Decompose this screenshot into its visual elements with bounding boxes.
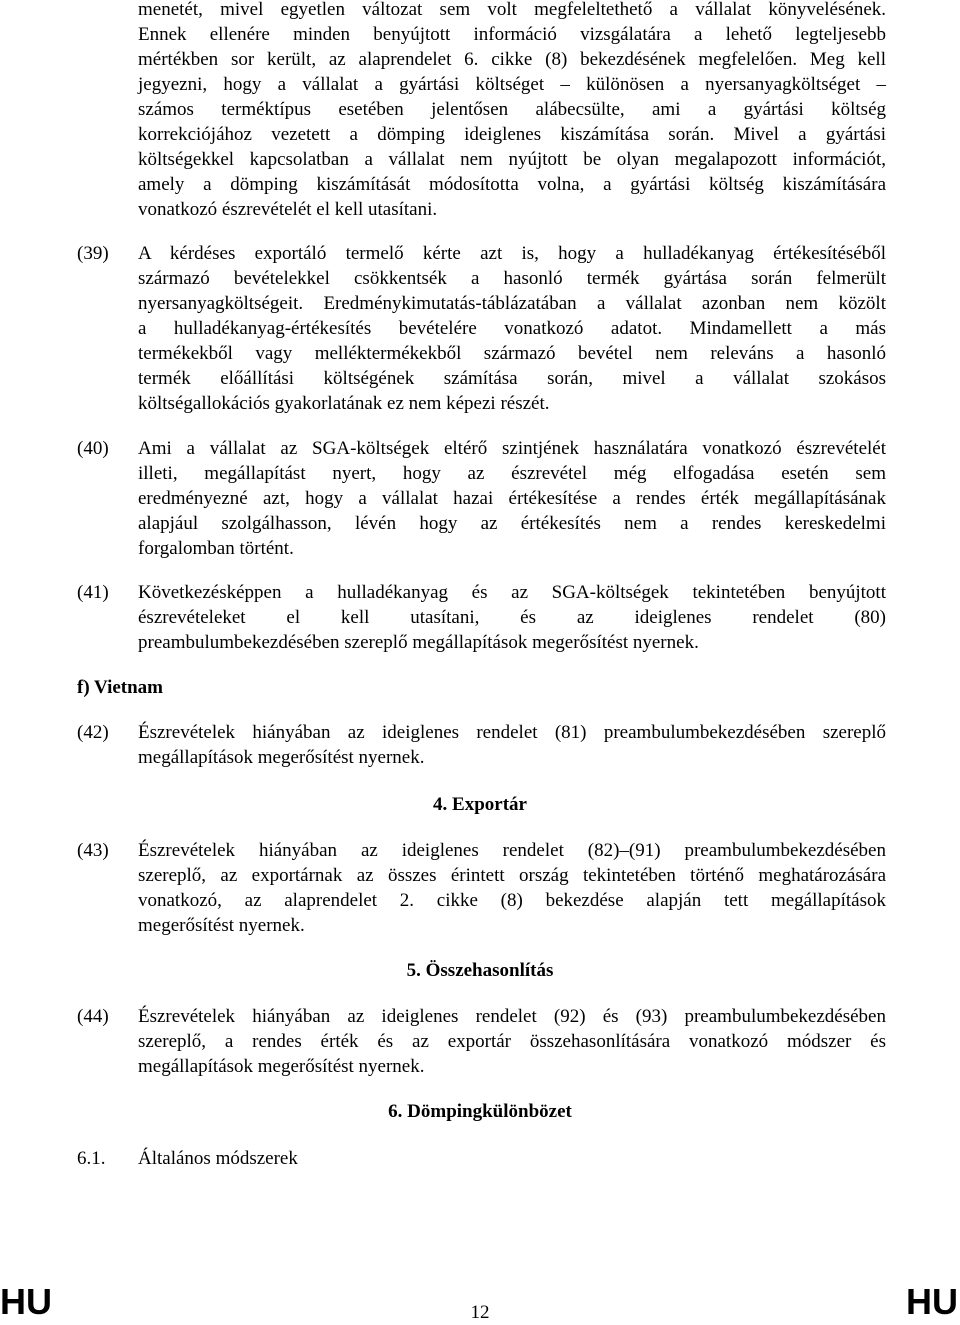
subsection-title: Általános módszerek xyxy=(138,1148,298,1169)
text-line: megerősítést nyernek. xyxy=(138,915,305,936)
text-line: szereplő, az exportárnak az összes érintett ország tekintetében történő meghatározására xyxy=(138,865,886,886)
text-line: költségekkel kapcsolatban a vállalat nem nyújtott be olyan megalapozott információt, xyxy=(138,149,886,170)
paragraph-41 xyxy=(138,580,886,655)
text-line: költségallokációs gyakorlatának ez nem képezi részét. xyxy=(138,393,550,414)
text-line: Észrevételek hiányában az ideiglenes rendelet (92) és (93) preambulumbekezdésében xyxy=(138,1006,886,1027)
text-line: a hulladékanyag-értékesítés bevételére vonatkozó adatot. Mindamellett a más xyxy=(138,318,886,339)
text-line: nyersanyagköltségeit. Eredménykimutatás-táblázatában a vállalat azonban nem közölt xyxy=(138,293,886,314)
paragraph-40 xyxy=(138,436,886,561)
text-line: megállapítások megerősítést nyernek. xyxy=(138,747,425,768)
section-heading-dompingkulonbozet: 6. Dömpingkülönbözet xyxy=(388,1101,572,1122)
text-line: vonatkozó, az alaprendelet 2. cikke (8) bekezdése alapján tett megállapítások xyxy=(138,890,886,911)
text-line: menetét, mivel egyetlen változat sem volt megfeleltethető a vállalat könyvelésének. xyxy=(138,0,886,20)
text-line: illeti, megállapítást nyert, hogy az észrevétel még elfogadása esetén sem xyxy=(138,463,886,484)
section-heading-exportar: 4. Exportár xyxy=(433,794,527,815)
text-line: szereplő, a rendes érték és az exportár összehasonlítására vonatkozó módszer és xyxy=(138,1031,886,1052)
paragraph-number: (43) xyxy=(77,840,109,861)
text-line: számos terméktípus esetében jelentősen alábecsülte, ami a gyártási költség xyxy=(138,99,886,120)
text-line: megállapítások megerősítést nyernek. xyxy=(138,1056,425,1077)
text-line: Következésképpen a hulladékanyag és az SGA-költségek tekintetében benyújtott xyxy=(138,582,886,603)
text-line: Ami a vállalat az SGA-költségek eltérő szintjének használatára vonatkozó észrevételét xyxy=(138,438,886,459)
text-line: származó bevételekkel csökkentsék a hasonló termék gyártása során felmerült xyxy=(138,268,886,289)
section-heading-vietnam: f) Vietnam xyxy=(77,677,164,698)
section-heading-osszehasonlitas: 5. Összehasonlítás xyxy=(406,960,554,981)
paragraph-44 xyxy=(138,1004,886,1079)
text-line: vonatkozó észrevételét el kell utasítani. xyxy=(138,199,438,220)
text-line: jegyezni, hogy a vállalat a gyártási költséget – különösen a nyersanyagköltséget – xyxy=(138,74,886,95)
text-line: A kérdéses exportáló termelő kérte azt is, hogy a hulladékanyag értékesítéséből xyxy=(138,243,886,264)
paragraph-39 xyxy=(138,241,886,416)
paragraph-number: (40) xyxy=(77,438,109,459)
text-line: alapjául szolgálhasson, lévén hogy az értékesítés nem a rendes kereskedelmi xyxy=(138,513,886,534)
text-line: forgalomban történt. xyxy=(138,538,294,559)
text-line: termékekből vagy melléktermékekből származó bevétel nem releváns a hasonló xyxy=(138,343,886,364)
text-line: amely a dömping kiszámítását módosította volna, a gyártási költség kiszámítására xyxy=(138,174,886,195)
paragraph-42 xyxy=(138,720,886,770)
subsection-number: 6.1. xyxy=(77,1148,106,1169)
paragraph-number: (41) xyxy=(77,582,109,603)
footer-language-right: HU xyxy=(906,1281,958,1322)
paragraph-number: (39) xyxy=(77,243,109,264)
continuation-paragraph xyxy=(138,0,886,222)
paragraph-number: (42) xyxy=(77,722,109,743)
text-line: termék előállítási költségének számítása során, mivel a vállalat szokásos xyxy=(138,368,886,389)
paragraph-43 xyxy=(138,838,886,938)
text-line: észrevételeket el kell utasítani, és az ideiglenes rendelet (80) xyxy=(138,607,886,628)
text-line: korrekciójához vezetett a dömping ideiglenes kiszámítása során. Mivel a gyártási xyxy=(138,124,886,145)
footer-language-left: HU xyxy=(0,1281,52,1322)
text-line: preambulumbekezdésében szereplő megállapítások megerősítést nyernek. xyxy=(138,632,699,653)
text-line: eredményezné azt, hogy a vállalat hazai értékesítése a rendes érték megállapításának xyxy=(138,488,886,509)
text-line: Ennek ellenére minden benyújtott információ vizsgálatára a lehető legteljesebb xyxy=(138,24,886,45)
text-line: Észrevételek hiányában az ideiglenes rendelet (81) preambulumbekezdésében szereplő xyxy=(138,722,886,743)
paragraph-number: (44) xyxy=(77,1006,109,1027)
text-line: mértékben sor került, az alaprendelet 6. cikke (8) bekezdésének megfelelően. Meg kell xyxy=(138,49,886,70)
page-number: 12 xyxy=(470,1302,490,1323)
text-line: Észrevételek hiányában az ideiglenes rendelet (82)–(91) preambulumbekezdésében xyxy=(138,840,886,861)
